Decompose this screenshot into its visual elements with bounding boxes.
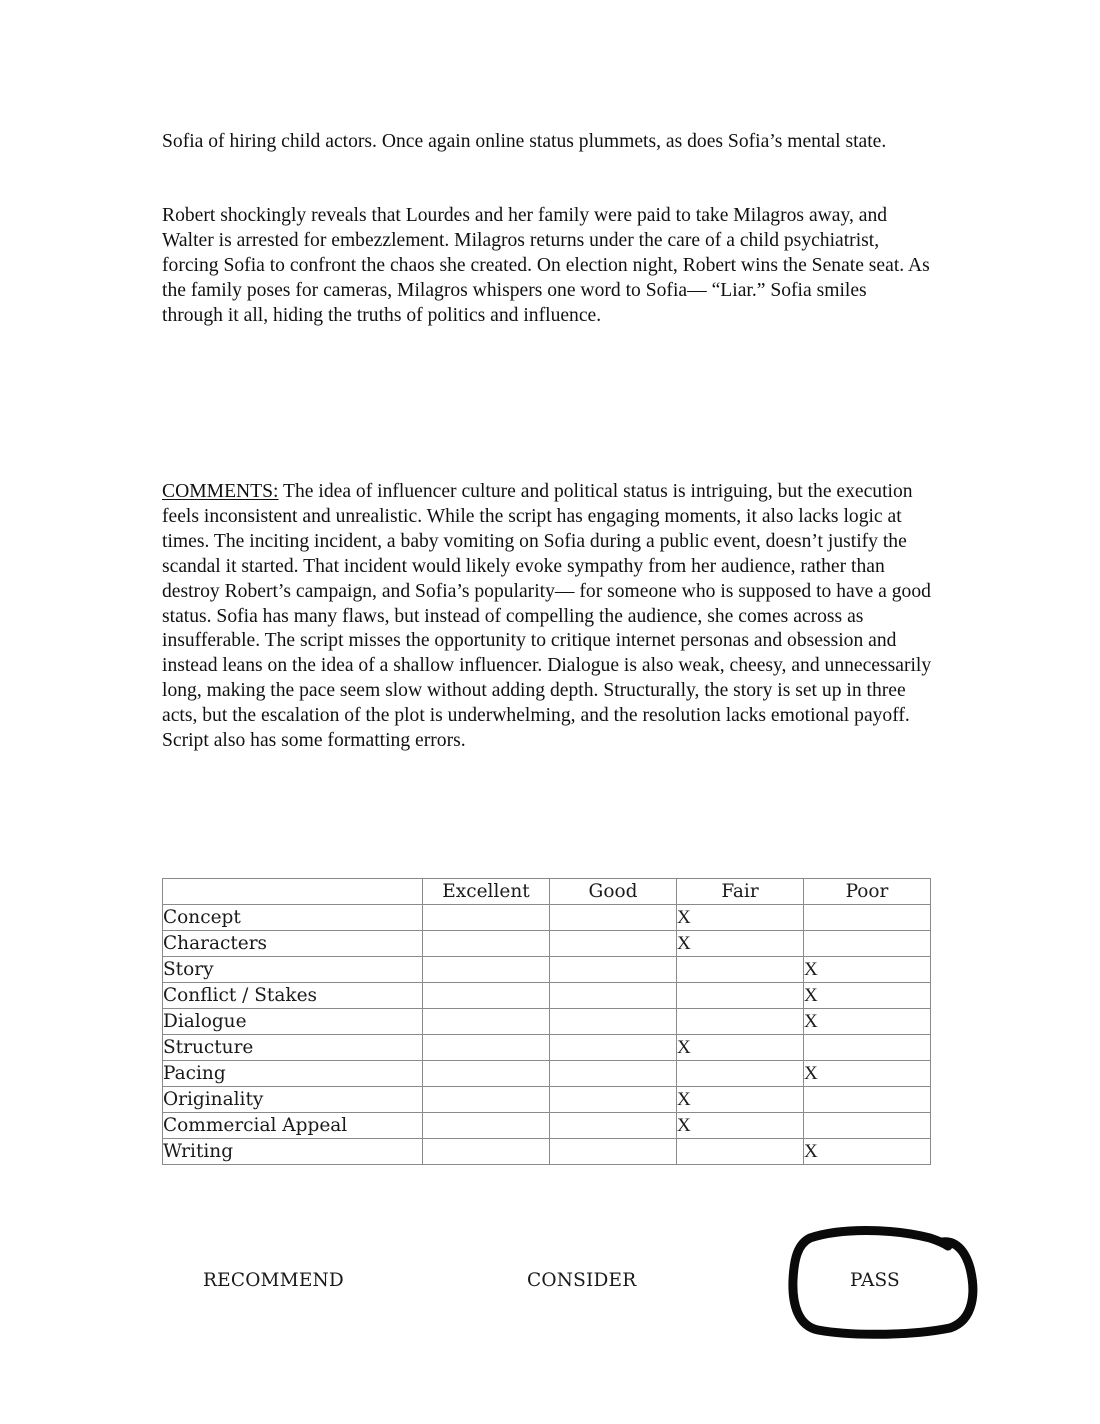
mark-good (550, 1139, 677, 1165)
mark-fair: X (677, 1113, 804, 1139)
mark-poor: X (804, 957, 931, 983)
mark-good (550, 957, 677, 983)
mark-excellent (423, 1009, 550, 1035)
header-excellent: Excellent (423, 879, 550, 905)
synopsis-paragraph-1: Sofia of hiring child actors. Once again online status plummets, as does Sofia’s mental state. (162, 131, 887, 152)
recommend-option: RECOMMEND (203, 1270, 344, 1291)
table-row (163, 1087, 931, 1113)
mark-fair (677, 1009, 804, 1035)
row-label: Pacing (163, 1061, 423, 1087)
mark-fair: X (677, 1087, 804, 1113)
mark-good (550, 983, 677, 1009)
mark-excellent (423, 957, 550, 983)
row-label: Conflict / Stakes (163, 983, 423, 1009)
table-row (163, 1139, 931, 1165)
mark-excellent (423, 1087, 550, 1113)
header-fair: Fair (677, 879, 804, 905)
mark-good (550, 905, 677, 931)
header-good: Good (550, 879, 677, 905)
mark-excellent (423, 983, 550, 1009)
mark-fair: X (677, 1035, 804, 1061)
mark-poor (804, 1113, 931, 1139)
mark-fair: X (677, 905, 804, 931)
table-row (163, 1035, 931, 1061)
row-label: Characters (163, 931, 423, 957)
mark-poor (804, 931, 931, 957)
mark-good (550, 931, 677, 957)
comments-paragraph (162, 480, 932, 754)
consider-option: CONSIDER (527, 1270, 637, 1291)
table-row (163, 905, 931, 931)
mark-poor (804, 905, 931, 931)
mark-poor: X (804, 983, 931, 1009)
row-label: Concept (163, 905, 423, 931)
mark-excellent (423, 905, 550, 931)
mark-excellent (423, 1061, 550, 1087)
mark-good (550, 1035, 677, 1061)
mark-excellent (423, 931, 550, 957)
coverage-rating-table (162, 878, 931, 1165)
mark-fair (677, 957, 804, 983)
row-label: Dialogue (163, 1009, 423, 1035)
mark-poor: X (804, 1061, 931, 1087)
header-poor: Poor (804, 879, 931, 905)
mark-poor (804, 1035, 931, 1061)
table-row (163, 957, 931, 983)
row-label: Story (163, 957, 423, 983)
mark-fair (677, 1061, 804, 1087)
table-row (163, 931, 931, 957)
comments-text: The idea of influencer culture and political status is intriguing, but the execution feels inconsistent and unrealistic. While the script has engaging moments, it also lacks logic at times. The inciting incident, a baby vomiting on Sofia during a public event, doesn’t justify the scandal it started. That incident would likely evoke sympathy from her audience, rather than destroy Robert’s campaign, and Sofia’s popularity— for someone who is supposed to have a good status. Sofia has many flaws, but instead of compelling the audience, she comes across as insufferable. The script misses the opportunity to critique internet personas and obsession and instead leans on the idea of a shallow influencer. Dialogue is also weak, cheesy, and unnecessarily long, making the pace seem slow without adding depth. Structurally, the story is set up in three acts, but the escalation of the plot is underwhelming, and the resolution lacks emotional payoff. Script also has some formatting errors. (162, 481, 932, 752)
mark-fair (677, 1139, 804, 1165)
table-row (163, 983, 931, 1009)
mark-fair: X (677, 931, 804, 957)
comments-label: COMMENTS: (162, 481, 279, 502)
circle-stroke (793, 1231, 973, 1335)
mark-good (550, 1113, 677, 1139)
rating-header-row (163, 879, 931, 905)
hand-drawn-circle-mark (780, 1220, 990, 1350)
table-row (163, 1009, 931, 1035)
row-label: Originality (163, 1087, 423, 1113)
mark-excellent (423, 1139, 550, 1165)
table-row (163, 1061, 931, 1087)
mark-excellent (423, 1035, 550, 1061)
row-label: Writing (163, 1139, 423, 1165)
mark-excellent (423, 1113, 550, 1139)
mark-poor: X (804, 1009, 931, 1035)
mark-good (550, 1009, 677, 1035)
synopsis-paragraph-2: Robert shockingly reveals that Lourdes and her family were paid to take Milagros away, and Walter is arrested for embezzlement. Milagros returns under the care of a child psychiatrist, forcing Sofia to confront the chaos she created. On election night, Robert wins the Senate seat. As the family poses for cameras, Milagros whispers one word to Sofia— “Liar.” Sofia smiles through it all, hiding the truths of politics and influence. (162, 205, 930, 326)
pass-option: PASS (850, 1270, 900, 1291)
mark-fair (677, 983, 804, 1009)
header-blank (163, 879, 423, 905)
mark-poor (804, 1087, 931, 1113)
row-label: Commercial Appeal (163, 1113, 423, 1139)
table-row (163, 1113, 931, 1139)
mark-good (550, 1087, 677, 1113)
mark-poor: X (804, 1139, 931, 1165)
mark-good (550, 1061, 677, 1087)
row-label: Structure (163, 1035, 423, 1061)
